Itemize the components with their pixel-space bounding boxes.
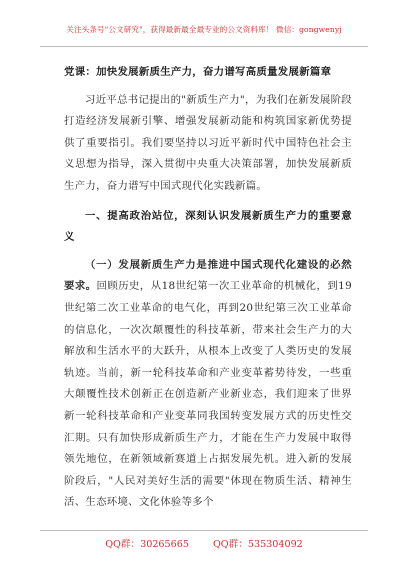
subsection-paragraph — [64, 255, 352, 514]
footer-divider — [40, 530, 368, 531]
subsection-body: 回顾历史，从18世纪第一次工业革命的机械化，到19世纪第二次工业革命的电气化，再到20世纪第三次工业革命的信息化，一次次颠覆性的科技革新，带来社会生产力的大解放和生活水平的大跃升，从根本上改变了人类历史的发展轨迹。当前，新一轮科技革命和产业变革蓄势待发，一些重大颠覆性技术创新正在创造新产业新业态，我们迎来了世界新一轮科技革命和产业变革同我国转变发展方式的历史性交汇期。只有加快形成新质生产力，才能在生产力发展中取得领先地位，在新领域新赛道上占据发展先机。进入新的发展阶段后，"人民对美好生活的需要"体现在物质生活、精神生活、生态环境、文化体验等多个 — [64, 280, 352, 509]
footer — [0, 536, 408, 550]
footer-qq-group-1: QQ群：30265665 — [105, 539, 189, 550]
header-divider — [40, 46, 368, 47]
document-title: 党课：加快发展新质生产力，奋力谱写高质量发展新篇章 — [64, 66, 332, 78]
header-banner: 关注头条号"公文研究"，获得最新最全最专业的公文资料库！ 微信：gongwenyj — [66, 25, 342, 34]
intro-paragraph: 习近平总书记提出的"新质生产力"，为我们在新发展阶段打造经济发展新引擎、增强发展新动能和构筑国家新优势提供了重要指引。我们要坚持以习近平新时代中国特色社会主义思想为指导，深入贯彻中央重大决策部署，加快发展新质生产力，奋力谱写中国式现代化实践新篇。 — [64, 93, 352, 192]
footer-qq-group-2: QQ群：535304092 — [212, 539, 303, 550]
section-heading: 一、提高政治站位，深刻认识发展新质生产力的重要意义 — [64, 209, 352, 244]
document-body — [64, 62, 352, 514]
subsection-heading: （一）发展新质生产力是推进中国式现代化建设的必然要求。 — [64, 258, 352, 293]
